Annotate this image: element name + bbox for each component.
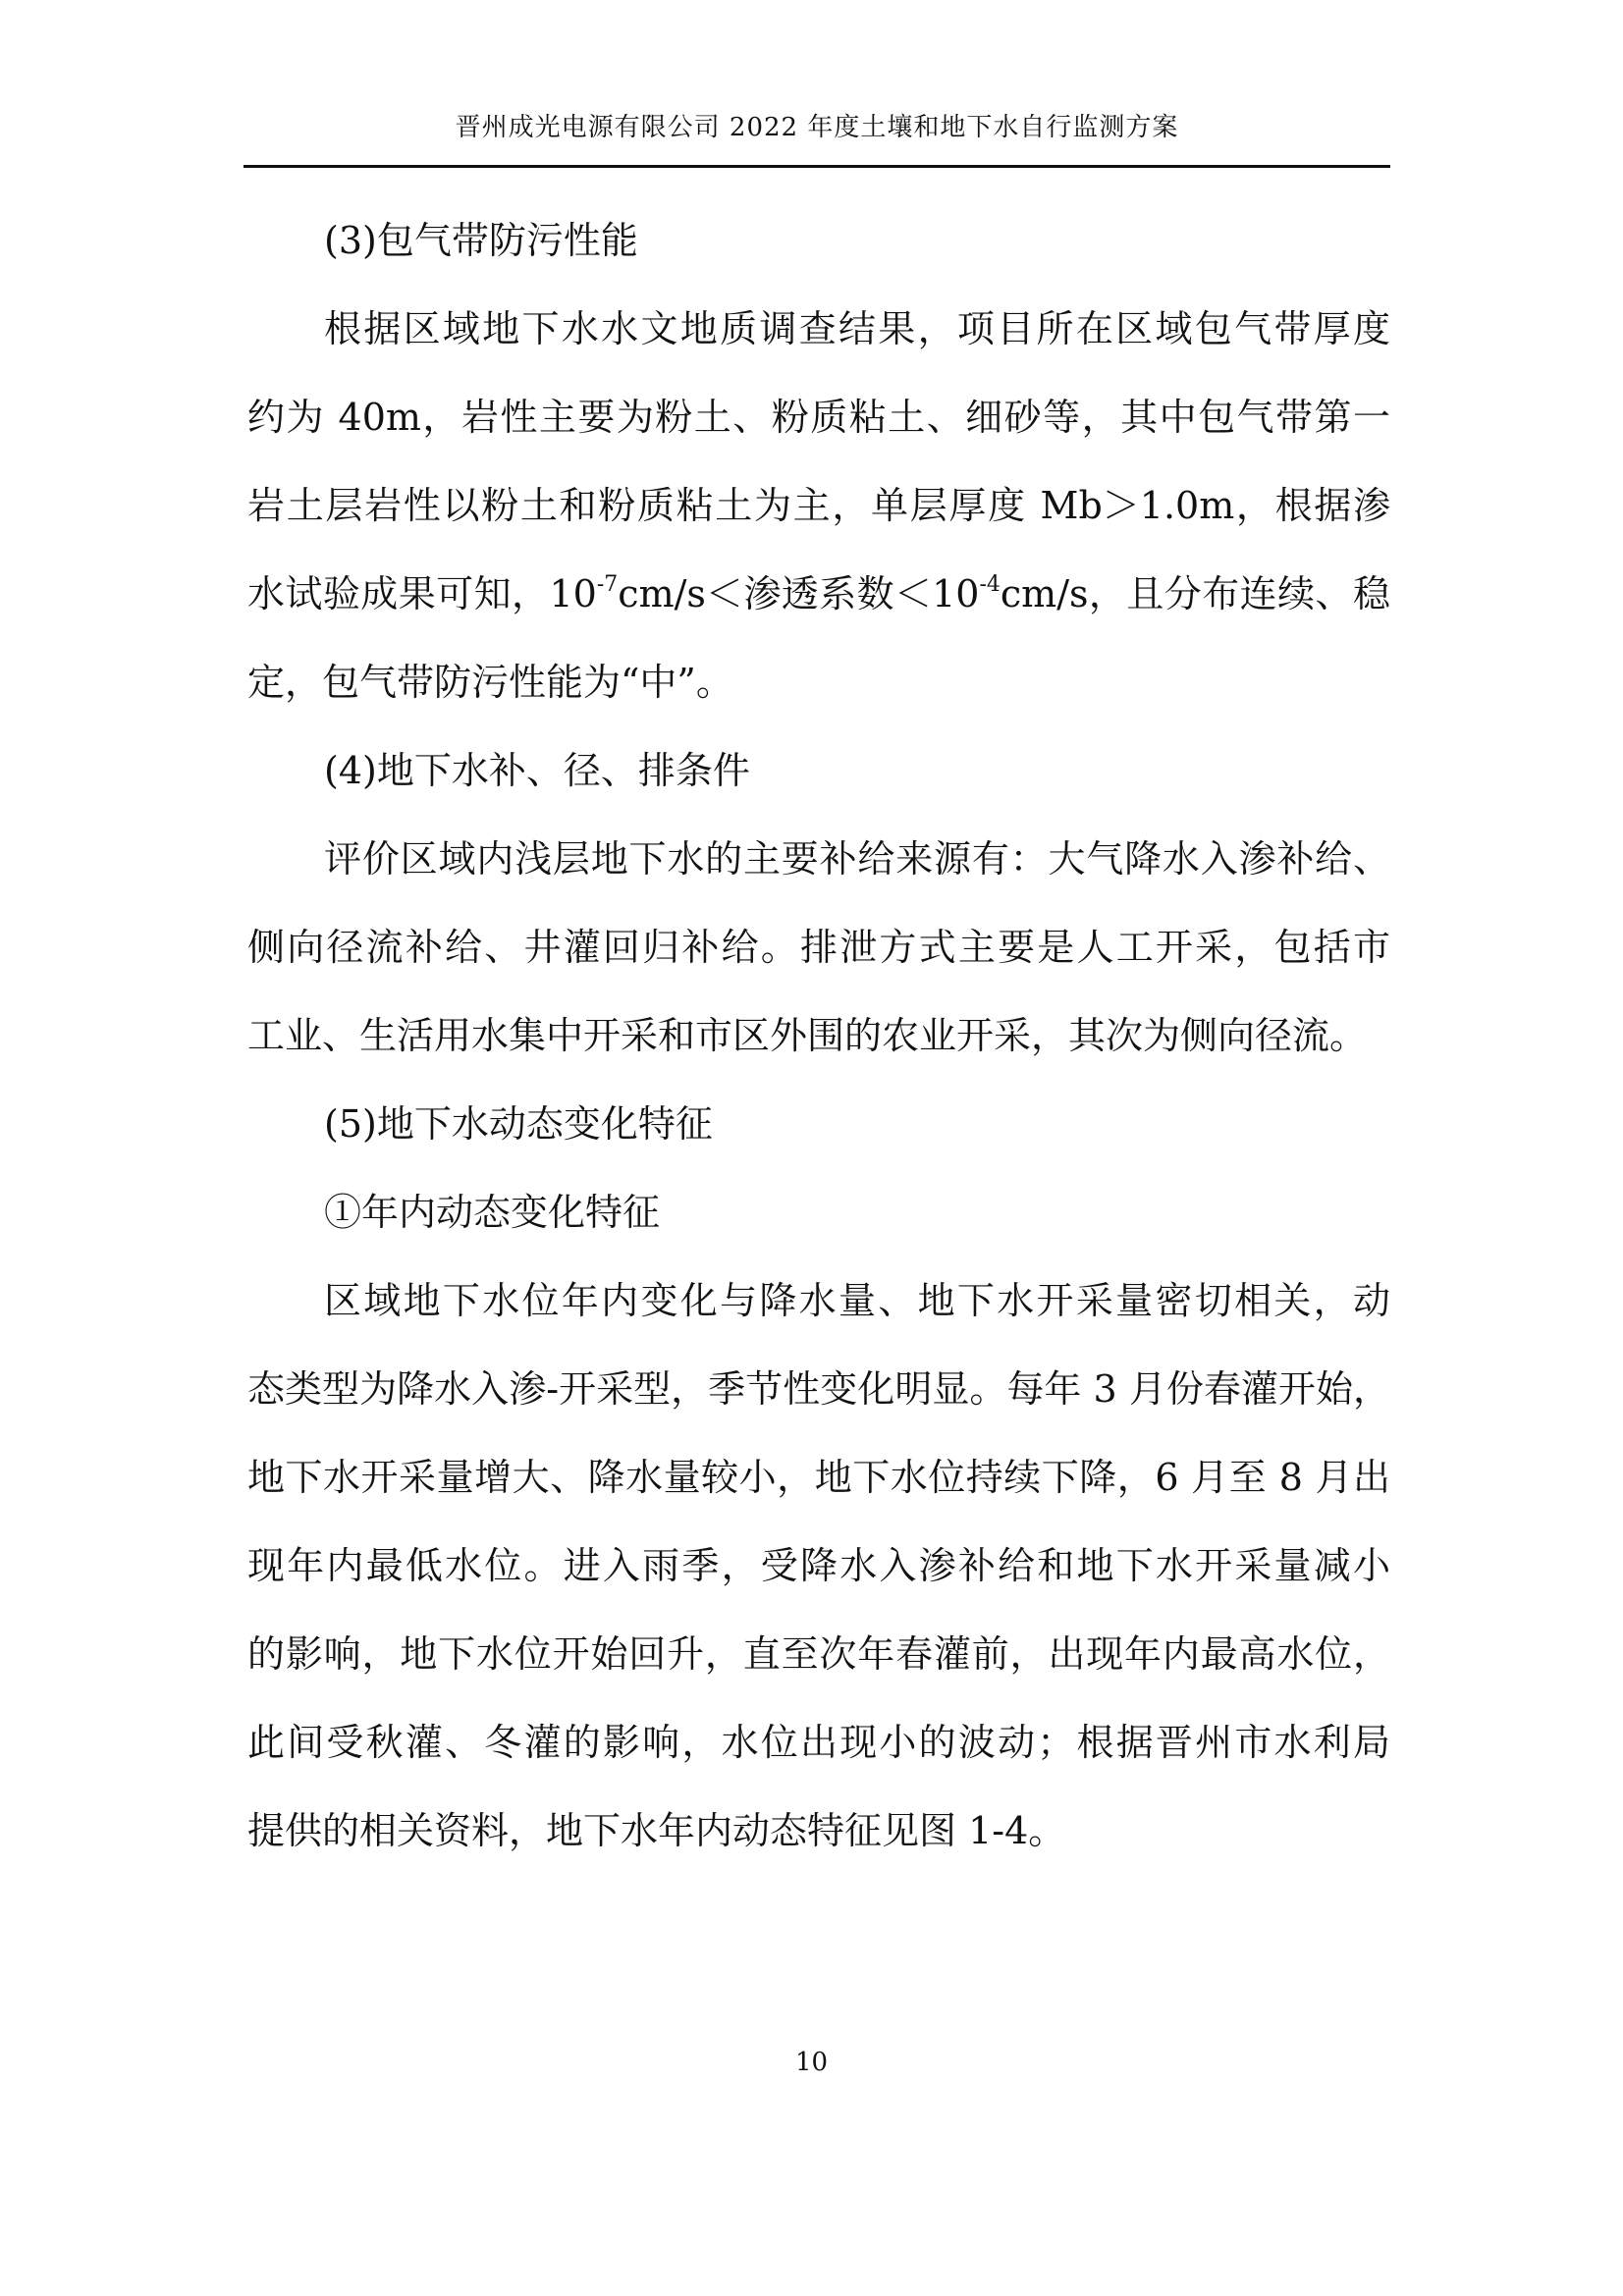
paragraph-line: 定，包气带防污性能为“中”。 — [247, 661, 733, 704]
paragraph-line: 态类型为降水入渗-开采型，季节性变化明显。每年 3 月份春灌开始， — [247, 1367, 1390, 1411]
paragraph-line: 侧向径流补给、井灌回归补给。排泄方式主要是人工开采，包括市 — [247, 926, 1390, 969]
text-run: 水试验成果可知，10 — [247, 572, 597, 615]
subsection-heading: ①年内动态变化特征 — [324, 1191, 661, 1234]
paragraph-line: 提供的相关资料，地下水年内动态特征见图 1-4。 — [247, 1809, 1066, 1852]
paragraph-line: 根据区域地下水水文地质调查结果，项目所在区域包气带厚度 — [324, 307, 1390, 350]
paragraph-line: 的影响，地下水位开始回升，直至次年春灌前，出现年内最高水位， — [247, 1632, 1390, 1676]
header-divider — [243, 165, 1390, 168]
page-header: 晋州成光电源有限公司 2022 年度土壤和地下水自行监测方案 — [455, 113, 1179, 142]
superscript: -4 — [979, 572, 1001, 597]
paragraph-line: 地下水开采量增大、降水量较小，地下水位持续下降，6 月至 8 月出 — [247, 1456, 1390, 1499]
section-heading-3: (3)包气带防污性能 — [324, 219, 638, 262]
text-run: cm/s，且分布连续、稳 — [1000, 572, 1390, 615]
paragraph-line: 工业、生活用水集中开采和市区外围的农业开采，其次为侧向径流。 — [247, 1014, 1368, 1057]
paragraph-line: 岩土层岩性以粉土和粉质粘土为主，单层厚度 Mb＞1.0m，根据渗 — [247, 484, 1390, 527]
section-heading-5: (5)地下水动态变化特征 — [324, 1102, 713, 1146]
paragraph-line: 现年内最低水位。进入雨季，受降水入渗补给和地下水开采量减小 — [247, 1544, 1390, 1587]
section-heading-4: (4)地下水补、径、排条件 — [324, 749, 750, 792]
page-number: 10 — [794, 2048, 829, 2077]
superscript: -7 — [596, 572, 619, 597]
paragraph-line: 此间受秋灌、冬灌的影响，水位出现小的波动；根据晋州市水利局 — [247, 1721, 1390, 1764]
paragraph-line: 区域地下水位年内变化与降水量、地下水开采量密切相关，动 — [324, 1279, 1390, 1322]
document-body — [247, 206, 1390, 1885]
text-run: cm/s＜渗透系数＜10 — [618, 572, 980, 615]
paragraph-line-with-superscripts — [247, 560, 1390, 648]
paragraph-line: 评价区域内浅层地下水的主要补给来源有：大气降水入渗补给、 — [324, 837, 1390, 881]
paragraph-line: 约为 40m，岩性主要为粉土、粉质粘土、细砂等，其中包气带第一 — [247, 396, 1390, 439]
